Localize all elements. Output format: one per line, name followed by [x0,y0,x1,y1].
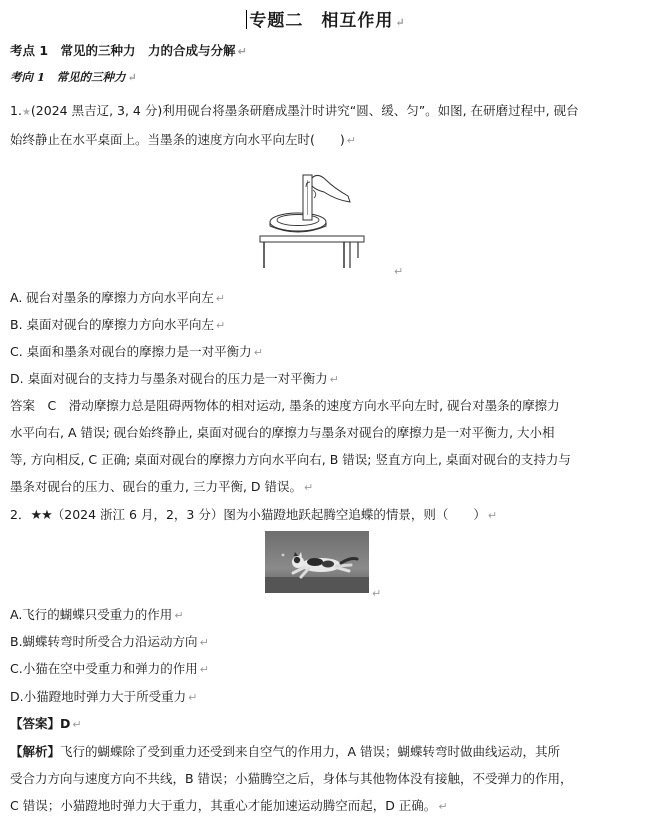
q1-option-d-text: D. 桌面对砚台的支持力与墨条对砚台的压力是一对平衡力 [10,371,328,386]
q1-number: 1. [10,103,22,118]
q1-stem-text: 利用砚台将墨条研磨成墨汁时讲究“圆、缓、匀”。如图, 在研磨过程中, 砚台 [162,103,579,118]
q1-option-a-text: A. 砚台对墨条的摩擦力方向水平向左 [10,290,214,305]
q2-analysis-text: 飞行的蝴蝶除了受到重力还受到来自空气的作用力，A 错误；蝴蝶转弯时做曲线运动，其所 [60,744,561,759]
q2-answer-value: D [60,716,71,731]
return-mark: ↵ [216,319,226,332]
q2-option-a-text: A.飞行的蝴蝶只受重力的作用 [10,607,173,622]
section-heading-text: 考点 1 常见的三种力 力的合成与分解 [10,43,236,58]
star-icon: ★ [21,107,31,118]
q1-answer-line-1 [10,397,646,414]
page-title-text: 专题二 相互作用 [249,11,394,31]
q1-option-a [10,289,646,307]
q2-option-c-text: C.小猫在空中受重力和弹力的作用 [10,661,198,676]
q1-stem-text: 始终静止在水平桌面上。当墨条的速度方向水平向左时( ) [10,132,345,147]
return-mark: ↵ [188,691,198,704]
section-heading [10,42,646,60]
q1-option-b-text: B. 桌面对砚台的摩擦力方向水平向左 [10,317,215,332]
q2-analysis-line-2 [10,770,646,787]
return-mark: ↵ [253,346,263,359]
q2-analysis-text: 受合力方向与速度方向不共线，B 错误；小猫腾空之后，身体与其他物体没有接触，不受弹力的作用， [10,771,573,786]
figure-return-mark [392,262,646,280]
q2-source: （2024 浙江 6 月，2，3 分） [51,507,224,522]
page-title [0,6,652,31]
return-mark: ↵ [372,587,382,600]
q1-option-c-text: C. 桌面和墨条对砚台的摩擦力是一对平衡力 [10,344,252,359]
q2-analysis-line-3 [10,797,646,815]
return-mark: ↵ [215,292,225,305]
return-mark: ↵ [438,800,448,813]
q1-option-b [10,316,646,334]
q1-source: (2024 黑吉辽, 3, 4 分) [30,103,163,118]
q1-option-d [10,370,646,388]
return-mark: ↵ [329,373,339,386]
return-mark: ↵ [127,71,137,84]
cat-photo-image [265,531,369,593]
q2-answer-label: 【答案】 [10,716,61,731]
return-mark: ↵ [199,663,209,676]
q1-option-c [10,343,646,361]
q2-option-c [10,660,646,678]
return-mark: ↵ [395,16,406,29]
q1-answer-text: 答案 C 滑动摩擦力总是阻碍两物体的相对运动, 墨条的速度方向水平向左时, 砚台对墨条的摩擦力 [10,398,560,413]
inkstone-diagram [258,160,368,270]
q2-stem-text: 图为小猫蹬地跃起腾空追蝶的情景，则（ ） [223,507,486,522]
q2-answer [10,715,646,733]
q2-number: 2． [10,507,31,522]
return-mark: ↵ [72,718,82,731]
inkstone-figure [258,160,368,270]
figure-return-mark [370,584,646,602]
q2-option-d [10,688,646,706]
q1-stem-line-2 [10,131,646,149]
return-mark: ↵ [394,265,404,278]
q2-option-b-text: B.蝴蝶转弯时所受合力沿运动方向 [10,634,198,649]
return-mark: ↵ [174,609,184,622]
star-icon: ★★ [30,508,52,523]
q1-stem-line-1 [10,102,646,121]
return-mark: ↵ [304,481,314,494]
return-mark: ↵ [487,509,498,522]
q1-answer-text: 水平向右, A 错误; 砚台始终静止, 桌面对砚台的摩擦力与墨条对砚台的摩擦力是一对平衡力, 大小相 [10,425,555,440]
subsection-heading [10,69,646,86]
q1-answer-line-3 [10,451,646,468]
q1-answer-text: 墨条对砚台的压力、砚台的重力, 三力平衡, D 错误。 [10,479,302,494]
q1-answer-line-4 [10,478,646,496]
q2-option-d-text: D.小猫蹬地时弹力大于所受重力 [10,689,187,704]
q2-analysis-label: 【解析】 [10,744,61,759]
q2-option-b [10,633,646,651]
return-mark: ↵ [199,636,209,649]
q1-answer-text: 等, 方向相反, C 正确; 桌面对砚台的摩擦力方向水平向右, B 错误; 竖直方向上, 桌面对砚台的支持力与 [10,452,571,467]
q2-analysis-line-1 [10,743,646,760]
q1-answer-line-2 [10,424,646,441]
q2-analysis-text: C 错误；小猫蹬地时弹力大于重力，其重心才能加速运动腾空而起，D 正确。 [10,798,437,813]
return-mark: ↵ [237,45,247,58]
q2-option-a [10,606,646,624]
text-cursor [246,10,247,29]
q2-stem [10,506,646,524]
subsection-heading-text: 考向 1 常见的三种力 [10,70,126,84]
return-mark: ↵ [346,134,356,147]
cat-photo [265,531,369,593]
